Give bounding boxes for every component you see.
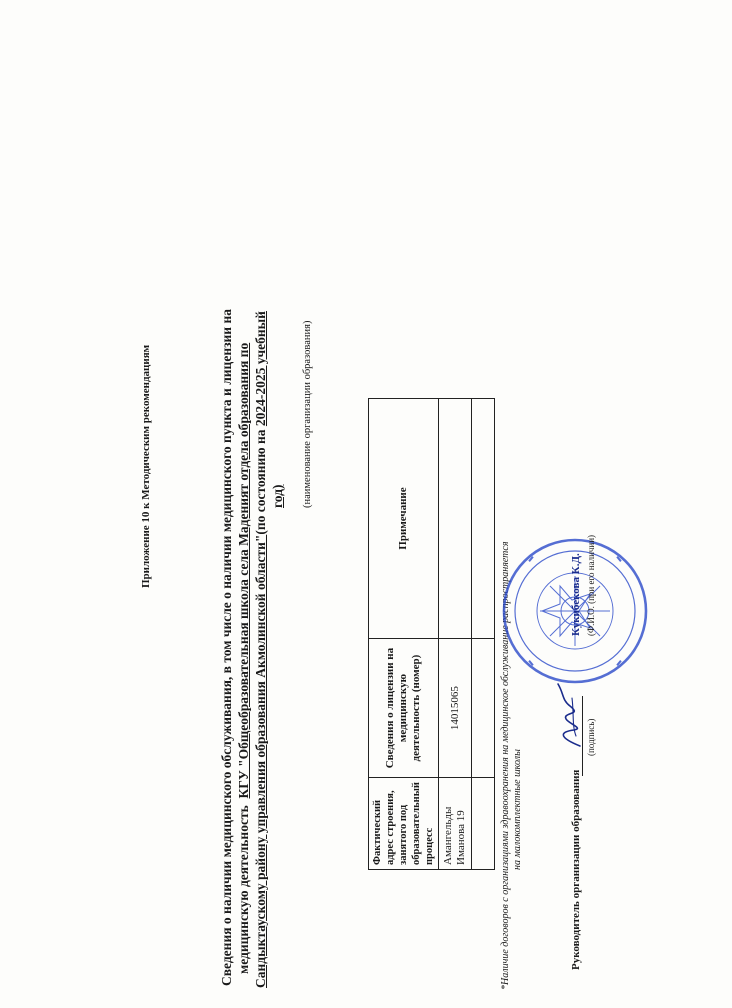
table-row xyxy=(439,399,472,870)
footnote-line-1: *Наличие договоров с организациями здравоохранения на медицинское обслуживание распространяется xyxy=(500,541,511,990)
title-org-part-2: Сандыктаускому району управления образования Акмолинской области" xyxy=(253,534,268,988)
signer-name: Кукибекова К.Д. xyxy=(570,553,582,636)
cell-address xyxy=(472,778,495,870)
handwritten-signature-icon xyxy=(552,680,588,750)
medical-info-table xyxy=(368,398,495,870)
document-title xyxy=(218,208,286,1008)
footnote-line-2: на малокомплектные школы xyxy=(512,749,523,870)
table-header-row xyxy=(369,399,439,870)
title-line-2-prefix: медицинскую деятельность xyxy=(236,805,251,974)
title-line-4 xyxy=(269,208,286,1008)
table-row xyxy=(472,399,495,870)
title-line-3 xyxy=(252,208,269,1008)
title-period-part-1: 2024-2025 учебный xyxy=(253,311,268,427)
title-period-part-2: год) xyxy=(270,484,285,508)
org-name-caption: (наименование организации образования) xyxy=(302,320,313,508)
appendix-label: Приложение 10 к Методическим рекомендациям xyxy=(140,344,152,588)
title-line-2 xyxy=(235,208,252,1008)
cell-license: 14015065 xyxy=(439,639,472,778)
cell-note xyxy=(439,399,472,639)
cell-license xyxy=(472,639,495,778)
header-license: Сведения о лицензии на медицинскую деятельность (номер) xyxy=(369,639,439,778)
title-line-3-suffix: (по состоянию на xyxy=(253,429,268,535)
title-org-part-1: КГУ "Общеобразовательная школа села Маденият отдела образования по xyxy=(236,342,251,799)
header-note: Примечание xyxy=(369,399,439,639)
header-address: Фактический адрес строения, занятого под образовательный процесс xyxy=(369,778,439,870)
signer-name-caption: (Ф.И.О. (при его наличии) xyxy=(586,534,596,636)
signature-caption: (подпись) xyxy=(586,718,596,756)
title-line-1: Сведения о наличии медицинского обслуживания, в том числе о наличии медицинского пункта и лицензии на xyxy=(219,309,234,986)
signature-label: Руководитель организации образования xyxy=(570,769,582,970)
cell-note xyxy=(472,399,495,639)
cell-address: Амангельды Иманова 19 xyxy=(439,778,472,870)
